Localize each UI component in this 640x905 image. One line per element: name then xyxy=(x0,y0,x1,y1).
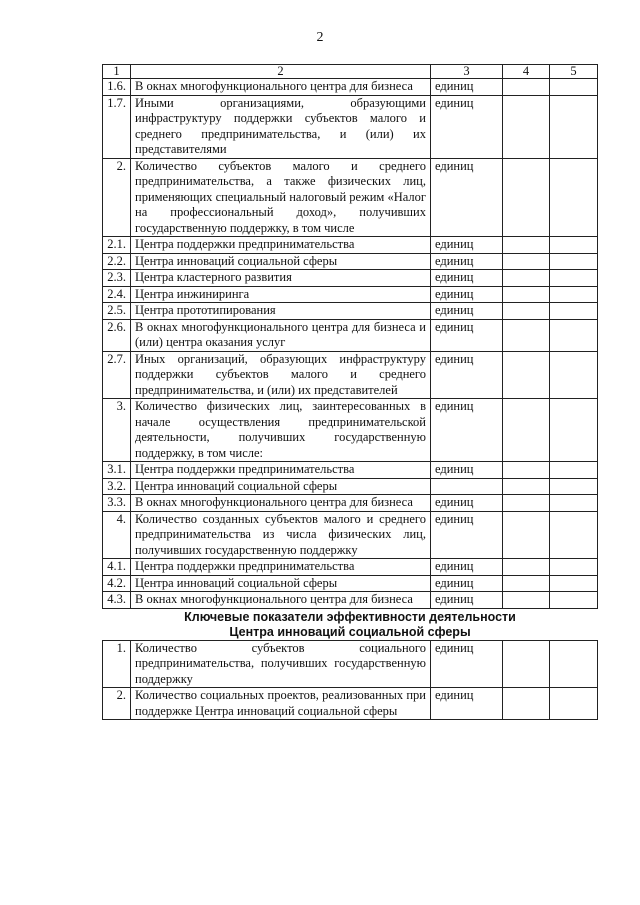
row-number: 3. xyxy=(103,399,131,462)
row-unit: единиц xyxy=(431,462,503,479)
row-value-4 xyxy=(503,270,550,287)
row-name: Количество субъектов малого и среднего предпринимательства, а также физических лиц, применяющих специальный налоговый режим «Налог на профессиональный доход», получивших государственную поддержку, в том числе xyxy=(131,158,431,237)
row-number: 2.4. xyxy=(103,286,131,303)
row-unit: единиц xyxy=(431,399,503,462)
row-name: Центра кластерного развития xyxy=(131,270,431,287)
table-row xyxy=(103,495,598,512)
row-value-5 xyxy=(550,462,598,479)
table-row xyxy=(103,462,598,479)
row-name: Центра инноваций социальной сферы xyxy=(131,253,431,270)
table-row xyxy=(103,237,598,254)
row-number: 3.3. xyxy=(103,495,131,512)
row-unit: единиц xyxy=(431,575,503,592)
table-row xyxy=(103,286,598,303)
table-row xyxy=(103,79,598,96)
row-unit: единиц xyxy=(431,511,503,559)
row-name: Центра поддержки предпринимательства xyxy=(131,237,431,254)
header-col-3: 3 xyxy=(431,65,503,79)
row-name: В окнах многофункционального центра для бизнеса xyxy=(131,592,431,609)
row-value-5 xyxy=(550,237,598,254)
row-value-5 xyxy=(550,559,598,576)
section-heading-line-1: Ключевые показатели эффективности деятельности xyxy=(184,609,516,624)
row-unit: единиц xyxy=(431,319,503,351)
row-value-4 xyxy=(503,559,550,576)
row-value-4 xyxy=(503,462,550,479)
row-name: В окнах многофункционального центра для бизнеса xyxy=(131,495,431,512)
table-row xyxy=(103,575,598,592)
table-header-row xyxy=(103,65,598,79)
row-value-5 xyxy=(550,303,598,320)
row-value-4 xyxy=(503,95,550,158)
row-unit: единиц xyxy=(431,270,503,287)
table-row xyxy=(103,399,598,462)
row-value-5 xyxy=(550,158,598,237)
table-row xyxy=(103,351,598,399)
table-row xyxy=(103,511,598,559)
row-value-4 xyxy=(503,351,550,399)
row-name: Центра прототипирования xyxy=(131,303,431,320)
row-value-4 xyxy=(503,511,550,559)
table-row xyxy=(103,688,598,720)
row-number: 2.3. xyxy=(103,270,131,287)
row-value-5 xyxy=(550,640,598,688)
row-value-5 xyxy=(550,270,598,287)
row-number: 1.7. xyxy=(103,95,131,158)
row-number: 2.7. xyxy=(103,351,131,399)
table-row xyxy=(103,592,598,609)
indicators-table xyxy=(102,64,598,720)
row-value-5 xyxy=(550,688,598,720)
table-row xyxy=(103,95,598,158)
table-row xyxy=(103,158,598,237)
row-unit xyxy=(431,478,503,495)
row-unit: единиц xyxy=(431,495,503,512)
row-name: Центра инжиниринга xyxy=(131,286,431,303)
row-name: В окнах многофункционального центра для бизнеса и (или) центра оказания услуг xyxy=(131,319,431,351)
row-unit: единиц xyxy=(431,253,503,270)
row-number: 2.6. xyxy=(103,319,131,351)
row-name: Центра инноваций социальной сферы xyxy=(131,478,431,495)
row-value-4 xyxy=(503,253,550,270)
row-number: 2. xyxy=(103,688,131,720)
page-number: 2 xyxy=(316,30,324,45)
header-col-2: 2 xyxy=(131,65,431,79)
row-value-5 xyxy=(550,79,598,96)
row-number: 2.2. xyxy=(103,253,131,270)
row-unit: единиц xyxy=(431,158,503,237)
row-number: 2.1. xyxy=(103,237,131,254)
row-value-4 xyxy=(503,79,550,96)
row-value-4 xyxy=(503,158,550,237)
row-number: 1. xyxy=(103,640,131,688)
row-unit: единиц xyxy=(431,688,503,720)
header-col-1: 1 xyxy=(103,65,131,79)
table-row xyxy=(103,270,598,287)
row-name: Иными организациями, образующими инфраструктуру поддержки субъектов малого и среднего предпринимательства, и (или) их представителями xyxy=(131,95,431,158)
row-number: 2. xyxy=(103,158,131,237)
row-unit: единиц xyxy=(431,592,503,609)
row-number: 4.1. xyxy=(103,559,131,576)
row-value-4 xyxy=(503,286,550,303)
row-value-5 xyxy=(550,478,598,495)
table-row xyxy=(103,253,598,270)
row-value-4 xyxy=(503,478,550,495)
section-heading-row xyxy=(103,608,598,640)
row-value-4 xyxy=(503,237,550,254)
table-row xyxy=(103,303,598,320)
row-name: Центра инноваций социальной сферы xyxy=(131,575,431,592)
row-unit: единиц xyxy=(431,559,503,576)
row-number: 4.2. xyxy=(103,575,131,592)
row-number: 3.2. xyxy=(103,478,131,495)
row-name: Количество субъектов социального предпринимательства, получивших государственную поддержку xyxy=(131,640,431,688)
row-name: Иных организаций, образующих инфраструктуру поддержки субъектов малого и среднего предпринимательства, и (или) их представителей xyxy=(131,351,431,399)
row-value-4 xyxy=(503,495,550,512)
row-number: 3.1. xyxy=(103,462,131,479)
row-number: 4. xyxy=(103,511,131,559)
table-row xyxy=(103,478,598,495)
row-number: 1.6. xyxy=(103,79,131,96)
row-value-5 xyxy=(550,495,598,512)
row-value-4 xyxy=(503,640,550,688)
row-value-5 xyxy=(550,575,598,592)
row-value-4 xyxy=(503,319,550,351)
row-unit: единиц xyxy=(431,303,503,320)
row-name: В окнах многофункционального центра для бизнеса xyxy=(131,79,431,96)
table-row xyxy=(103,559,598,576)
row-value-4 xyxy=(503,575,550,592)
row-unit: единиц xyxy=(431,640,503,688)
row-name: Количество созданных субъектов малого и среднего предпринимательства из числа физических лиц, получивших государственную поддержку xyxy=(131,511,431,559)
row-number: 2.5. xyxy=(103,303,131,320)
row-unit: единиц xyxy=(431,79,503,96)
row-name: Количество социальных проектов, реализованных при поддержке Центра инноваций социальной сферы xyxy=(131,688,431,720)
row-value-4 xyxy=(503,399,550,462)
row-name: Количество физических лиц, заинтересованных в начале осуществления предпринимательской деятельности, получивших государственную поддержку, в том числе: xyxy=(131,399,431,462)
row-value-4 xyxy=(503,303,550,320)
row-name: Центра поддержки предпринимательства xyxy=(131,559,431,576)
row-value-4 xyxy=(503,592,550,609)
row-value-5 xyxy=(550,399,598,462)
row-unit: единиц xyxy=(431,286,503,303)
row-value-5 xyxy=(550,95,598,158)
row-unit: единиц xyxy=(431,351,503,399)
row-name: Центра поддержки предпринимательства xyxy=(131,462,431,479)
row-value-4 xyxy=(503,688,550,720)
row-value-5 xyxy=(550,286,598,303)
row-unit: единиц xyxy=(431,237,503,254)
row-value-5 xyxy=(550,592,598,609)
table-row xyxy=(103,319,598,351)
header-col-4: 4 xyxy=(503,65,550,79)
section-heading-line-2: Центра инноваций социальной сферы xyxy=(229,624,471,639)
row-unit: единиц xyxy=(431,95,503,158)
row-value-5 xyxy=(550,511,598,559)
table-row xyxy=(103,640,598,688)
row-value-5 xyxy=(550,253,598,270)
row-value-5 xyxy=(550,351,598,399)
section-heading xyxy=(103,608,598,640)
header-col-5: 5 xyxy=(550,65,598,79)
row-number: 4.3. xyxy=(103,592,131,609)
row-value-5 xyxy=(550,319,598,351)
